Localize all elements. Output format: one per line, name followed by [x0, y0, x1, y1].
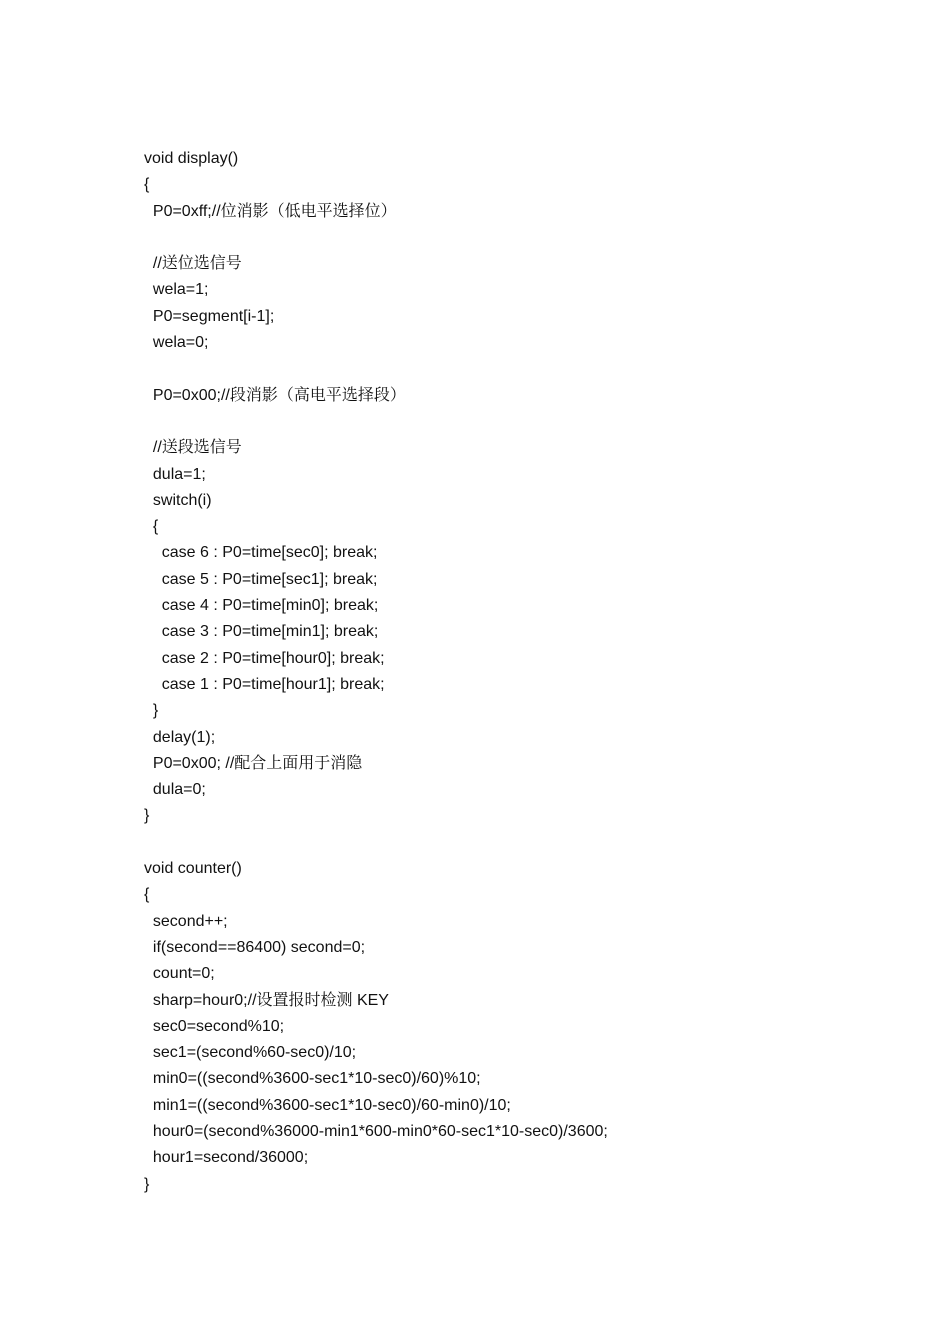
code-line	[144, 225, 904, 251]
code-line: switch(i)	[144, 491, 212, 509]
code-line: //送位选信号	[144, 255, 242, 273]
code-line: min1=((second%3600-sec1*10-sec0)/60-min0)/10;	[144, 1096, 511, 1114]
code-line	[144, 356, 904, 382]
code-line: sec0=second%10;	[144, 1017, 285, 1035]
code-line: P0=0x00; //配合上面用于消隐	[144, 754, 363, 772]
code-line: P0=0x00;//段消影（高电平选择段）	[144, 386, 406, 404]
code-line: hour0=(second%36000-min1*600-min0*60-sec1*10-sec0)/3600;	[144, 1122, 608, 1140]
code-line: sharp=hour0;//设置报时检测 KEY	[144, 991, 389, 1009]
code-line: if(second==86400) second=0;	[144, 938, 366, 956]
code-line: P0=segment[i-1];	[144, 307, 275, 325]
code-line: case 3 : P0=time[min1]; break;	[144, 623, 379, 641]
code-line: void counter()	[144, 860, 242, 878]
code-line: delay(1);	[144, 728, 216, 746]
code-line: {	[144, 518, 159, 536]
code-line: case 2 : P0=time[hour0]; break;	[144, 649, 385, 667]
code-listing	[144, 146, 904, 1198]
code-line	[144, 409, 904, 435]
code-line: case 5 : P0=time[sec1]; break;	[144, 570, 378, 588]
code-line: count=0;	[144, 965, 215, 983]
code-line: }	[144, 807, 150, 825]
code-line: case 4 : P0=time[min0]; break;	[144, 597, 379, 615]
code-line: min0=((second%3600-sec1*10-sec0)/60)%10;	[144, 1070, 481, 1088]
code-line	[144, 830, 904, 856]
code-line: }	[144, 1175, 150, 1193]
code-line: dula=0;	[144, 781, 206, 799]
code-line: hour1=second/36000;	[144, 1149, 309, 1167]
code-line: //送段选信号	[144, 439, 242, 457]
code-line: second++;	[144, 912, 228, 930]
code-line: wela=1;	[144, 281, 209, 299]
code-line: wela=0;	[144, 334, 209, 352]
code-line: {	[144, 886, 150, 904]
code-line: void display()	[144, 150, 239, 167]
code-line: sec1=(second%60-sec0)/10;	[144, 1044, 357, 1062]
code-line: }	[144, 702, 159, 720]
code-line: P0=0xff;//位消影（低电平选择位）	[144, 202, 397, 220]
code-line: case 1 : P0=time[hour1]; break;	[144, 675, 385, 693]
code-line: dula=1;	[144, 465, 206, 483]
code-line: {	[144, 176, 150, 194]
code-line: case 6 : P0=time[sec0]; break;	[144, 544, 378, 562]
